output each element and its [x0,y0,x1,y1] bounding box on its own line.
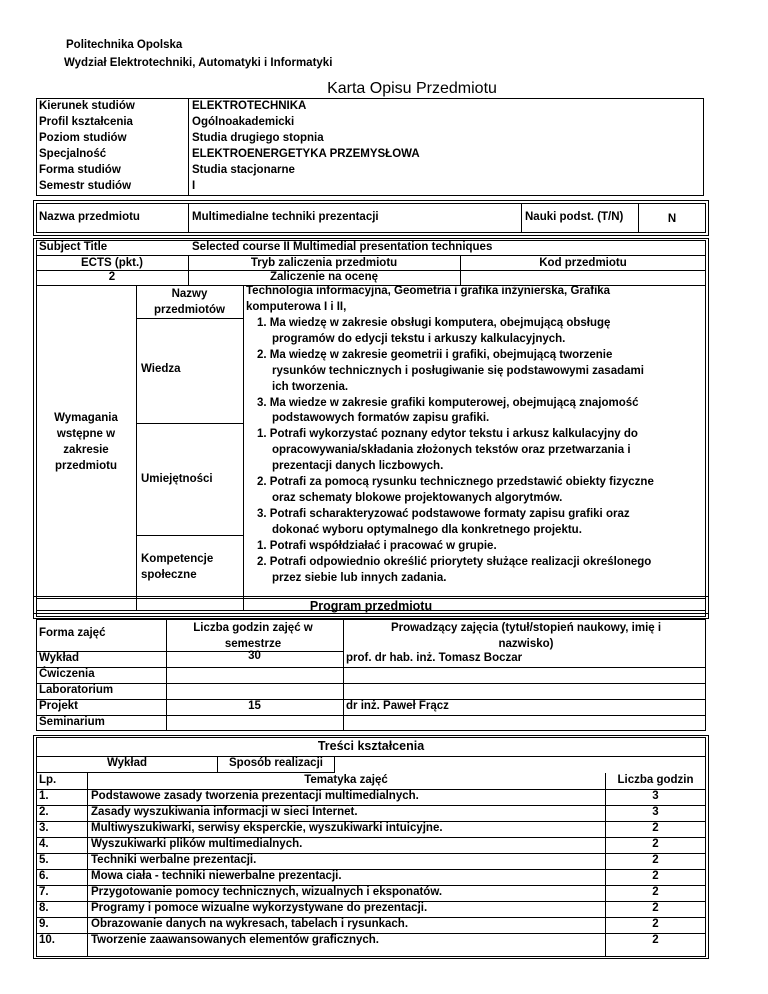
program-col-form: Forma zajęć [39,627,106,639]
content-method-label: Sposób realizacji [229,757,323,769]
req-line: przez siebie lub innych zadania. [272,572,447,584]
info-label-level: Poziom studiów [39,132,127,144]
content-section-title: Treści kształcenia [317,739,425,753]
content-hours: 2 [652,902,659,914]
content-hours: 2 [652,822,659,834]
content-lp: 1. [39,790,49,802]
subject-title-value: Selected course II Multimedial presentation techniques [192,241,493,253]
content-topic: Tworzenie zaawansowanych elementów graficznych. [91,934,380,946]
program-form: Ćwiczenia [39,668,95,680]
basic-sciences-label: Nauki podst. (T/N) [525,211,624,223]
program-hours: 15 [248,700,261,712]
ects-value: 2 [108,271,116,283]
info-label-specialty: Specjalność [39,148,107,160]
req-line: 1. Potrafi współdziałać i pracować w grupie. [257,540,497,552]
req-line: 1. Ma wiedzę w zakresie obsługi komputera, obejmującą obsługę [257,317,611,329]
req-line: rysunków technicznych i posługiwanie się podstawowymi zasadami [272,365,644,377]
req-line: 3. Potrafi scharakteryzować podstawowe formaty zapisu grafiki oraz [257,508,630,520]
req-line: Technologia informacyjna, Geometria i grafika inżynierska, Grafika [246,285,611,297]
req-line: ich tworzenia. [272,381,349,393]
req-line: dokonać wyboru optymalnego dla konkretnego projektu. [272,524,582,536]
info-value-semester: I [192,180,196,192]
req-line: 1. Potrafi wykorzystać poznany edytor tekstu i arkusz kalkulacyjny do [257,428,638,440]
req-line: podstawowych formatów zapisu grafiki. [272,412,490,424]
basic-sciences-value: N [667,213,677,225]
req-line: 2. Potrafi odpowiednio określić priorytety służące realizacji określonego [257,556,652,568]
content-lp: 3. [39,822,49,834]
content-hours: 2 [652,934,659,946]
content-hours: 2 [652,870,659,882]
req-line: 2. Ma wiedzę w zakresie geometrii i grafiki, obejmującą tworzenie [257,349,613,361]
content-hours: 2 [652,854,659,866]
content-topic: Techniki werbalne prezentacji. [91,854,257,866]
subject-title-label: Subject Title [39,241,108,253]
page-title: Karta Opisu Przedmiotu [327,80,497,97]
content-col-lp: Lp. [39,774,57,786]
content-hours: 3 [652,790,659,802]
requirements-group-label: Wymagania wstępne w zakresie przedmiotu [54,412,118,472]
info-label-form: Forma studiów [39,164,121,176]
content-topic: Zasady wyszukiwania informacji w sieci Internet. [91,806,358,818]
content-hours: 2 [652,838,659,850]
content-topic: Podstawowe zasady tworzenia prezentacji multimedialnych. [91,790,419,802]
info-value-specialty: ELEKTROENERGETYKA PRZEMYSŁOWA [192,148,420,160]
content-topic: Obrazowanie danych na wykresach, tabelach i rysunkach. [91,918,409,930]
content-lp: 10. [39,934,55,946]
info-label-semester: Semestr studiów [39,180,132,192]
assessment-mode-label: Tryb zaliczenia przedmiotu [250,257,398,269]
content-col-topic: Tematyka zajęć [304,774,388,786]
program-hours: 30 [248,650,261,662]
program-form: Wykład [39,652,80,664]
content-hours: 3 [652,806,659,818]
faculty-name: Wydział Elektrotechniki, Automatyki i Informatyki [64,57,333,69]
program-form: Laboratorium [39,684,114,696]
content-lp: 9. [39,918,49,930]
program-teacher: prof. dr hab. inż. Tomasz Boczar [346,652,523,664]
assessment-mode-value: Zaliczenie na ocenę [269,271,378,283]
content-lp: 6. [39,870,49,882]
content-lp: 7. [39,886,49,898]
content-lp: 4. [39,838,49,850]
req-line: prezentacji danych liczbowych. [272,460,444,472]
content-lp: 2. [39,806,49,818]
content-topic: Programy i pomoce wizualne wykorzystywane do prezentacji. [91,902,428,914]
req-line: komputerowa I i II, [246,301,347,313]
content-col-hours: Liczba godzin [617,774,694,786]
info-value-program: ELEKTROTECHNIKA [192,100,307,112]
content-topic: Wyszukiwarki plików multimedialnych. [91,838,303,850]
content-hours: 2 [652,886,659,898]
knowledge-label: Wiedza [141,363,181,375]
program-section-title: Program przedmiotu [309,599,433,613]
university-name: Politechnika Opolska [66,39,183,51]
content-lp: 5. [39,854,49,866]
req-line: opracowywania/składania złożonych tekstów oraz przetwarzania i [272,444,631,456]
req-line: 2. Potrafi za pomocą rysunku technicznego przedstawić obiekty fizyczne [257,476,654,488]
req-line: 3. Ma wiedze w zakresie grafiki komputerowej, obejmującą znajomość [257,397,639,409]
skills-label: Umiejętności [141,473,213,485]
content-topic: Mowa ciała - techniki niewerbalne prezentacji. [91,870,342,882]
ects-label: ECTS (pkt.) [81,257,143,269]
social-competence-label: Kompetencje społeczne [141,553,214,581]
program-form: Projekt [39,700,78,712]
course-name-label: Nazwa przedmiotu [39,211,140,223]
info-value-level: Studia drugiego stopnia [192,132,324,144]
course-name-value: Multimedialne techniki prezentacji [192,211,379,223]
content-topic: Przygotowanie pomocy technicznych, wizualnych i eksponatów. [91,886,443,898]
info-label-program: Kierunek studiów [39,100,135,112]
program-col-teacher: Prowadzący zajęcia (tytuł/stopień naukowy, imię i nazwisko) [390,622,662,650]
program-col-hours: Liczba godzin zajęć w semestrze [193,622,313,650]
info-value-form: Studia stacjonarne [192,164,295,176]
course-code-label: Kod przedmiotu [539,257,627,269]
content-type-label: Wykład [106,757,148,769]
info-table [36,98,704,196]
content-topic: Multiwyszukiwarki, serwisy eksperckie, wyszukiwarki intuicyjne. [91,822,443,834]
req-line: oraz schematy blokowe projektowanych algorytmów. [272,492,563,504]
req-line: programów do edycji tekstu i arkuszy kalkulacyjnych. [272,333,566,345]
content-hours: 2 [652,918,659,930]
prior-subjects-label: Nazwy przedmiotów [154,287,225,316]
info-label-profile: Profil kształcenia [39,116,133,128]
program-teacher: dr inż. Paweł Frącz [346,700,449,712]
program-form: Seminarium [39,716,105,728]
info-value-profile: Ogólnoakademicki [192,116,295,128]
content-lp: 8. [39,902,49,914]
